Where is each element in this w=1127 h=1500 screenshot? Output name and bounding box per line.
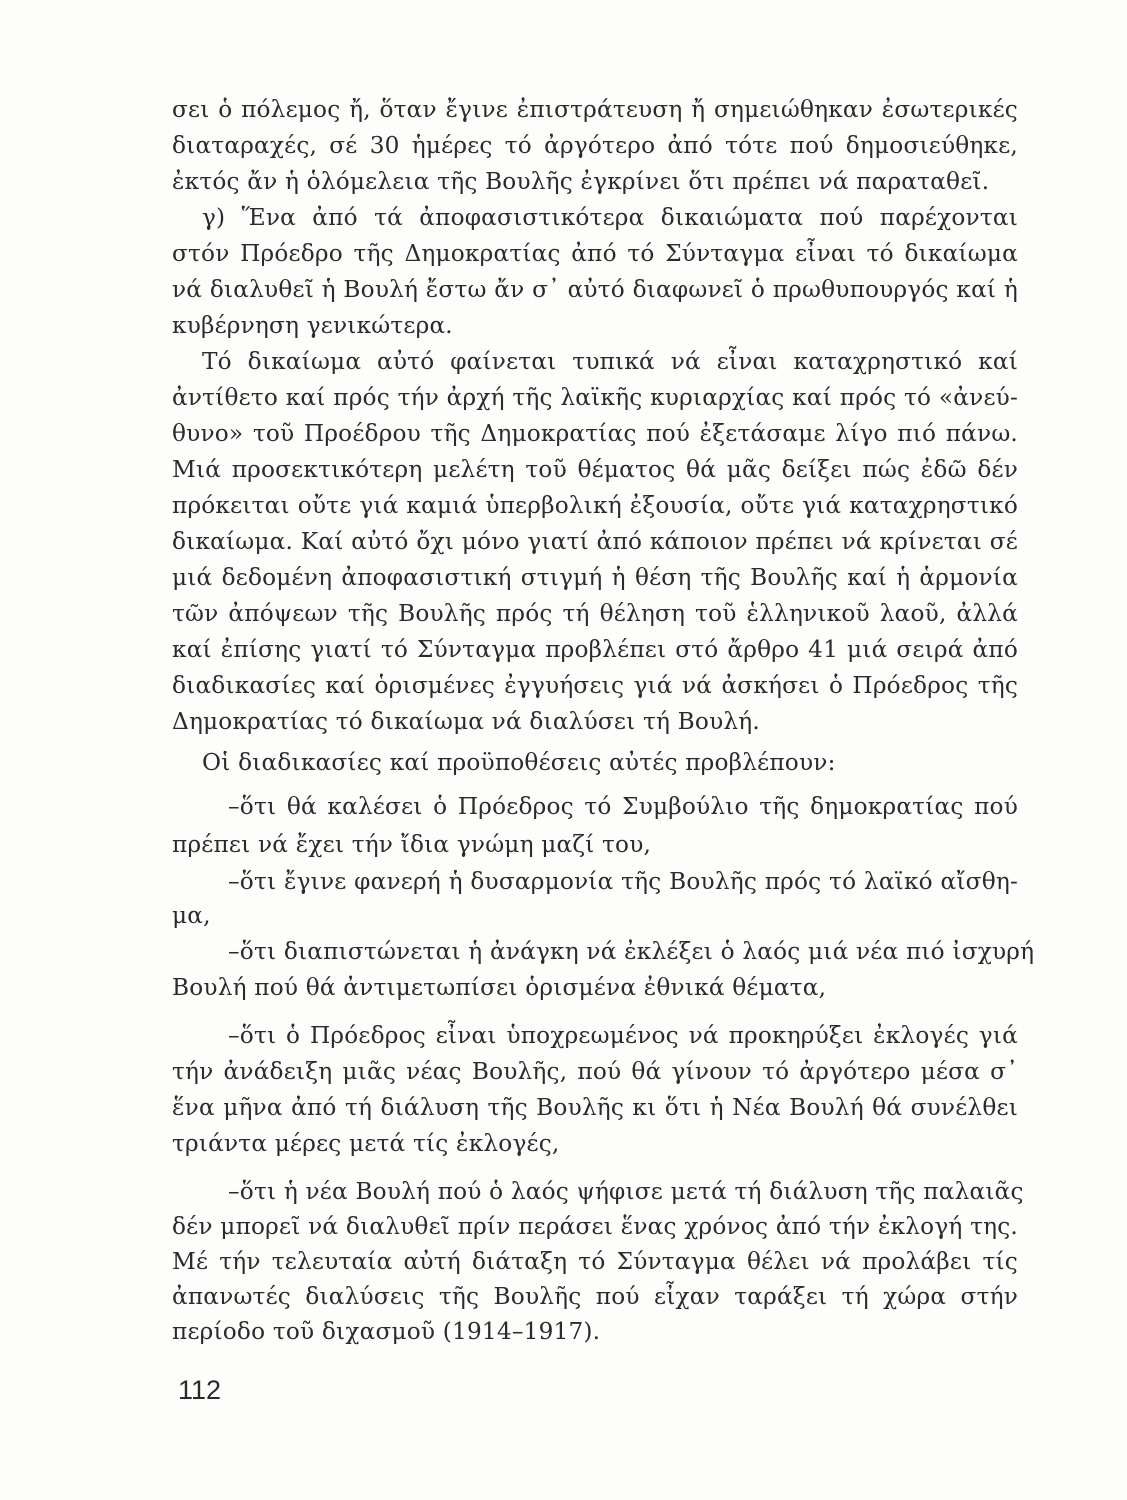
text-line: ἕνα μῆνα ἀπό τή διάλυση τῆς Βουλῆς κι ὅτι ἡ Νέα Βουλή θά συνέλθει: [172, 1094, 1018, 1121]
list-item: –ὅτι ἡ νέα Βουλή πού ὁ λαός ψήφισε μετά τή διάλυση τῆς παλαιᾶς: [228, 1178, 1024, 1205]
text-line: νά διαλυθεῖ ἡ Βουλή ἔστω ἄν σ᾽ αὐτό διαφωνεῖ ὁ πρωθυπουργός καί ἡ: [172, 276, 1018, 303]
text-line: διαδικασίες καί ὁρισμένες ἐγγυήσεις γιά νά ἀσκήσει ὁ Πρόεδρος τῆς: [172, 672, 1018, 699]
text-line: Μιά προσεκτικότερη μελέτη τοῦ θέματος θά μᾶς δείξει πώς ἐδῶ δέν: [172, 456, 1018, 483]
text-line: δέν μπορεῖ νά διαλυθεῖ πρίν περάσει ἕνας χρόνος ἀπό τήν ἐκλογή της.: [172, 1213, 1018, 1240]
text-line: πρόκειται οὔτε γιά καμιά ὑπερβολική ἐξουσία, οὔτε γιά καταχρηστικό: [172, 492, 1018, 519]
text-line: διαταραχές, σέ 30 ἡμέρες τό ἀργότερο ἀπό τότε πού δημοσιεύθηκε,: [172, 132, 1018, 159]
text-line: τριάντα μέρες μετά τίς ἐκλογές,: [172, 1130, 560, 1157]
text-line: Οἱ διαδικασίες καί προϋποθέσεις αὐτές προβλέπουν:: [202, 749, 836, 776]
list-item: –ὅτι ὁ Πρόεδρος εἶναι ὑποχρεωμένος νά προκηρύξει ἐκλογές γιά: [228, 1022, 1018, 1049]
text-line: Βουλή πού θά ἀντιμετωπίσει ὁρισμένα ἐθνικά θέματα,: [172, 974, 827, 1001]
text-line: Δημοκρατίας τό δικαίωμα νά διαλύσει τή Βουλή.: [172, 708, 760, 735]
text-line: δικαίωμα. Καί αὐτό ὄχι μόνο γιατί ἀπό κάποιον πρέπει νά κρίνεται σέ: [172, 528, 1018, 555]
list-item: –ὅτι διαπιστώνεται ἡ ἀνάγκη νά ἐκλέξει ὁ λαός μιά νέα πιό ἰσχυρή: [228, 938, 1035, 965]
text-line: Μέ τήν τελευταία αὐτή διάταξη τό Σύνταγμα θέλει νά προλάβει τίς: [172, 1248, 1018, 1275]
text-line: θυνο» τοῦ Προέδρου τῆς Δημοκρατίας πού ἐξετάσαμε λίγο πιό πάνω.: [172, 420, 1018, 447]
text-line: καί ἐπίσης γιατί τό Σύνταγμα προβλέπει στό ἄρθρο 41 μιά σειρά ἀπό: [172, 636, 1018, 663]
text-line: μιά δεδομένη ἀποφασιστική στιγμή ἡ θέση τῆς Βουλῆς καί ἡ ἁρμονία: [172, 564, 1018, 591]
text-line: γ) Ἕνα ἀπό τά ἀποφασιστικότερα δικαιώματα πού παρέχονται: [202, 204, 1018, 231]
text-line: περίοδο τοῦ διχασμοῦ (1914–1917).: [172, 1318, 601, 1345]
text-line: ἐκτός ἄν ἡ ὁλόμελεια τῆς Βουλῆς ἐγκρίνει ὅτι πρέπει νά παραταθεῖ.: [172, 168, 990, 195]
text-line: τῶν ἀπόψεων τῆς Βουλῆς πρός τή θέληση τοῦ ἑλληνικοῦ λαοῦ, ἀλλά: [172, 600, 1018, 627]
text-line: Τό δικαίωμα αὐτό φαίνεται τυπικά νά εἶναι καταχρηστικό καί: [202, 348, 1018, 375]
text-line: σει ὁ πόλεμος ἤ, ὅταν ἔγινε ἐπιστράτευση ἤ σημειώθηκαν ἐσωτερικές: [172, 96, 1018, 123]
text-line: τήν ἀνάδειξη μιᾶς νέας Βουλῆς, πού θά γίνουν τό ἀργότερο μέσα σ᾽: [172, 1058, 1018, 1085]
text-line: ἀντίθετο καί πρός τήν ἀρχή τῆς λαϊκῆς κυριαρχίας καί πρός τό «ἀνεύ-: [172, 384, 1018, 411]
text-line: ἀπανωτές διαλύσεις τῆς Βουλῆς πού εἶχαν ταράξει τή χώρα στήν: [172, 1283, 1018, 1310]
text-line: μα,: [172, 902, 211, 929]
text-line: στόν Πρόεδρο τῆς Δημοκρατίας ἀπό τό Σύνταγμα εἶναι τό δικαίωμα: [172, 240, 1018, 267]
list-item: –ὅτι θά καλέσει ὁ Πρόεδρος τό Συμβούλιο τῆς δημοκρατίας πού: [228, 793, 1018, 820]
text-line: πρέπει νά ἔχει τήν ἴδια γνώμη μαζί του,: [172, 831, 652, 858]
page-number: 112: [178, 1375, 222, 1405]
list-item: –ὅτι ἔγινε φανερή ἡ δυσαρμονία τῆς Βουλῆς πρός τό λαϊκό αἴσθη-: [228, 868, 1018, 895]
text-line: κυβέρνηση γενικώτερα.: [172, 312, 453, 339]
